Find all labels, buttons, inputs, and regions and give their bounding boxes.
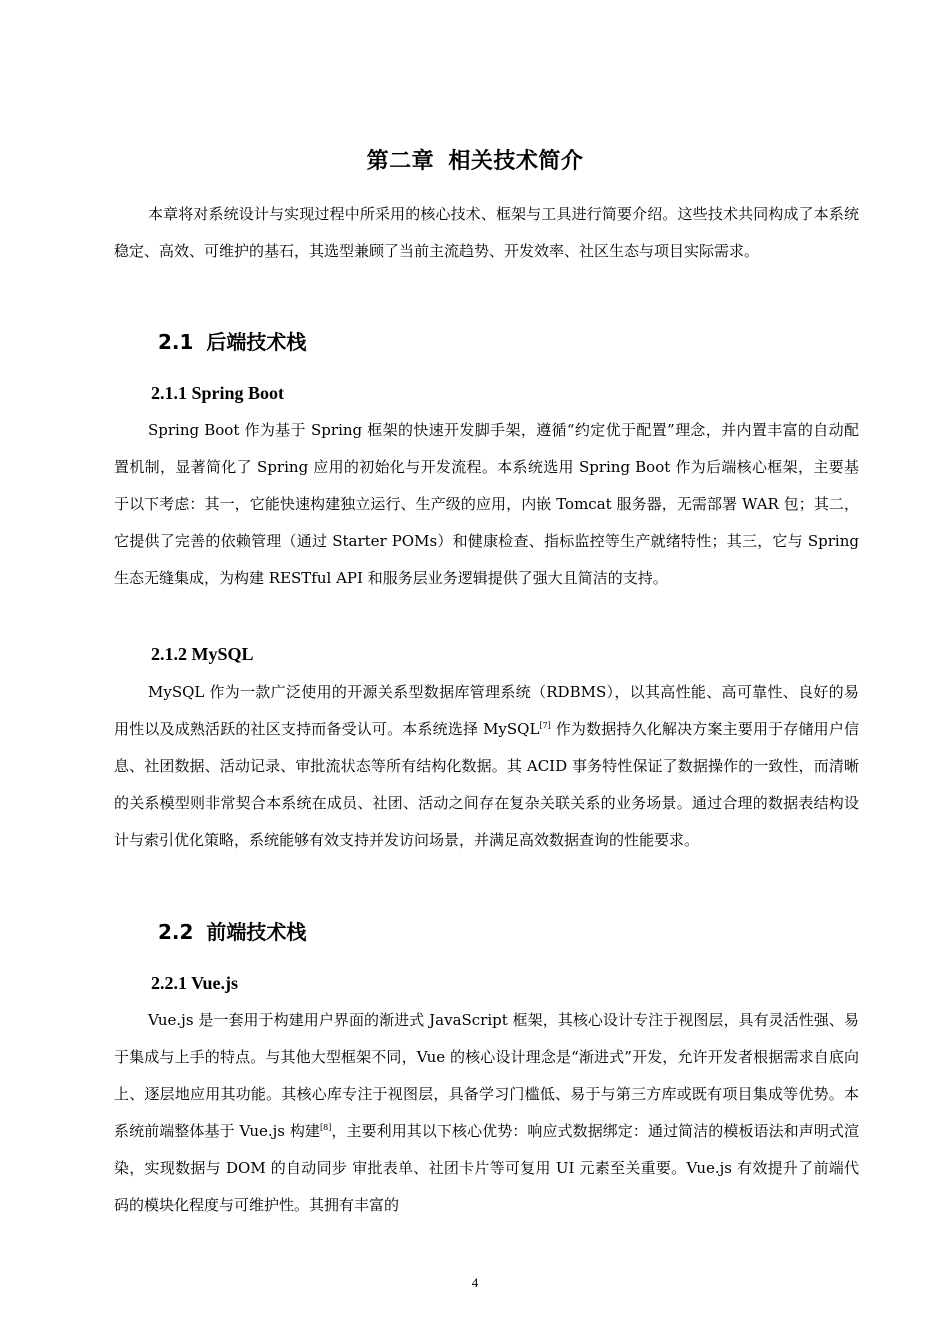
subsection-heading-vuejs: 2.2.1 Vue.js <box>151 973 239 993</box>
page-number: 4 <box>471 1275 479 1290</box>
vuejs-text-after-citation: ，主要利用其以下核心优势：响应式数据绑定：通过简洁的模板语法和声明式渲染，实现数据与 DOM 的自动同步 审批表单、社团卡片等可复用 UI 元素至关重要。Vue.js 有效提升了前端代码的模块化程度与可维护性。其拥有丰富的 <box>114 1122 859 1214</box>
citation-8: [8] <box>319 1123 332 1132</box>
mysql-text-before-citation: MySQL 作为一款广泛使用的开源关系型数据库管理系统（RDBMS），以其高性能、高可靠性、良好的易用性以及成熟活跃的社区支持而备受认可。本系统选择 MySQL <box>114 683 859 738</box>
chapter-title: 第二章 相关技术简介 <box>366 149 584 174</box>
citation-7: [7] <box>539 721 551 730</box>
mysql-paragraph <box>114 674 859 859</box>
section-heading-backend: 2.1 后端技术栈 <box>158 330 307 354</box>
subsection-heading-spring-boot: 2.1.1 Spring Boot <box>151 383 285 403</box>
subsection-heading-mysql: 2.1.2 MySQL <box>151 644 254 664</box>
spring-boot-paragraph: Spring Boot 作为基于 Spring 框架的快速开发脚手架，遵循“约定优于配置”理念，并内置丰富的自动配置机制，显著简化了 Spring 应用的初始化与开发流程。本系统选用 Spring Boot 作为后端核心框架，主要基于以下考虑：其一，它能快速构建独立运行、生产级的应用，内嵌 Tomcat 服务器，无需部署 WAR 包；其二，它提供了完善的依赖管理（通过 Starter POMs）和健康检查、指标监控等生产就绪特性；其三，它与 Spring 生态无缝集成，为构建 RESTful API 和服务层业务逻辑提供了强大且简洁的支持。 <box>114 421 859 587</box>
vuejs-paragraph <box>114 1002 859 1224</box>
vuejs-text-before-citation: Vue.js 是一套用于构建用户界面的渐进式 JavaScript 框架，其核心设计专注于视图层，具有灵活性强、易于集成与上手的特点。与其他大型框架不同，Vue 的核心设计理念是“渐进式”开发，允许开发者根据需求自底向上、逐层地应用其功能。其核心库专注于视图层，具备学习门槛低、易于与第三方库或既有项目集成等优势。本系统前端整体基于 Vue.js 构建 <box>114 1011 859 1140</box>
chapter-intro-paragraph: 本章将对系统设计与实现过程中所采用的核心技术、框架与工具进行简要介绍。这些技术共同构成了本系统稳定、高效、可维护的基石，其选型兼顾了当前主流趋势、开发效率、社区生态与项目实际需求。 <box>114 205 859 260</box>
mysql-text-after-citation: 作为数据持久化解决方案主要用于存储用户信息、社团数据、活动记录、审批流状态等所有结构化数据。其 ACID 事务特性保证了数据操作的一致性，而清晰的关系模型则非常契合本系统在成员、社团、活动之间存在复杂关联关系的业务场景。通过合理的数据表结构设计与索引优化策略，系统能够有效支持并发访问场景，并满足高效数据查询的性能要求。 <box>114 720 859 849</box>
section-heading-frontend: 2.2 前端技术栈 <box>158 920 307 944</box>
